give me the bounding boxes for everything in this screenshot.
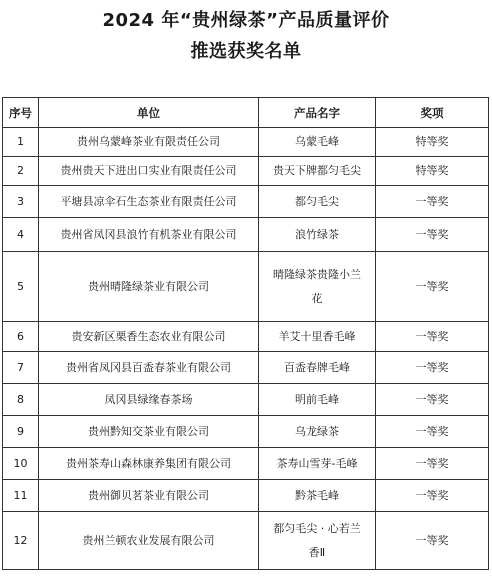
- cell-unit: 贵州省凤冈县百盉春茶业有限公司: [39, 352, 259, 384]
- cell-product: 百盉春牌毛峰: [259, 352, 376, 384]
- cell-product: 贵天下牌都匀毛尖: [259, 157, 376, 186]
- cell-unit: 贵州黔知交茶业有限公司: [39, 416, 259, 448]
- cell-award: 一等奖: [376, 384, 489, 416]
- table-header-row: [3, 98, 489, 128]
- table-row: [3, 157, 489, 186]
- cell-award: 特等奖: [376, 128, 489, 157]
- table-row: [3, 512, 489, 570]
- cell-product: 乌蒙毛峰: [259, 128, 376, 157]
- table-row: [3, 448, 489, 480]
- cell-product: 晴隆绿茶贵隆小兰花: [259, 252, 376, 322]
- cell-award: 一等奖: [376, 218, 489, 252]
- cell-unit: 贵州晴隆绿茶业有限公司: [39, 252, 259, 322]
- cell-unit: 平塘县凉伞石生态茶业有限责任公司: [39, 186, 259, 218]
- cell-product: 浪竹绿茶: [259, 218, 376, 252]
- cell-award: 一等奖: [376, 512, 489, 570]
- table-row: [3, 352, 489, 384]
- cell-number: 4: [3, 218, 39, 252]
- cell-unit: 贵州省凤冈县浪竹有机茶业有限公司: [39, 218, 259, 252]
- award-table-body: [3, 128, 489, 570]
- cell-award: 一等奖: [376, 322, 489, 352]
- cell-number: 2: [3, 157, 39, 186]
- header-unit: 单位: [39, 98, 259, 128]
- cell-award: 特等奖: [376, 157, 489, 186]
- cell-unit: 贵州茶寿山森林康养集团有限公司: [39, 448, 259, 480]
- table-row: [3, 218, 489, 252]
- table-row: [3, 384, 489, 416]
- table-row: [3, 128, 489, 157]
- cell-product: 乌龙绿茶: [259, 416, 376, 448]
- cell-product: 都匀毛尖: [259, 186, 376, 218]
- document-title-line1: 2024 年“贵州绿茶”产品质量评价: [102, 10, 390, 31]
- cell-unit: 贵州兰顿农业发展有限公司: [39, 512, 259, 570]
- header-product: 产品名字: [259, 98, 376, 128]
- document-title-line2: 推选获奖名单: [190, 41, 302, 62]
- cell-product: 明前毛峰: [259, 384, 376, 416]
- cell-product: 茶寿山雪芽-毛峰: [259, 448, 376, 480]
- cell-number: 6: [3, 322, 39, 352]
- cell-number: 9: [3, 416, 39, 448]
- cell-number: 11: [3, 480, 39, 512]
- cell-award: 一等奖: [376, 186, 489, 218]
- cell-product: 黔茶毛峰: [259, 480, 376, 512]
- cell-number: 1: [3, 128, 39, 157]
- cell-unit: 贵州贵天下进出口实业有限责任公司: [39, 157, 259, 186]
- table-row: [3, 252, 489, 322]
- cell-award: 一等奖: [376, 448, 489, 480]
- header-award: 奖项: [376, 98, 489, 128]
- cell-unit: 凤冈县绿缘春茶场: [39, 384, 259, 416]
- cell-award: 一等奖: [376, 352, 489, 384]
- table-row: [3, 416, 489, 448]
- cell-award: 一等奖: [376, 416, 489, 448]
- cell-award: 一等奖: [376, 252, 489, 322]
- cell-unit: 贵州御贝茗茶业有限公司: [39, 480, 259, 512]
- cell-number: 7: [3, 352, 39, 384]
- header-number: 序号: [3, 98, 39, 128]
- table-row: [3, 322, 489, 352]
- award-table: [2, 97, 489, 570]
- cell-number: 3: [3, 186, 39, 218]
- cell-award: 一等奖: [376, 480, 489, 512]
- table-row: [3, 480, 489, 512]
- cell-product: 羊艾十里香毛峰: [259, 322, 376, 352]
- cell-unit: 贵州乌蒙峰茶业有限责任公司: [39, 128, 259, 157]
- cell-number: 8: [3, 384, 39, 416]
- cell-unit: 贵安新区栗香生态农业有限公司: [39, 322, 259, 352]
- table-row: [3, 186, 489, 218]
- cell-number: 5: [3, 252, 39, 322]
- cell-number: 12: [3, 512, 39, 570]
- cell-number: 10: [3, 448, 39, 480]
- cell-product: 都匀毛尖 · 心若兰香Ⅱ: [259, 512, 376, 570]
